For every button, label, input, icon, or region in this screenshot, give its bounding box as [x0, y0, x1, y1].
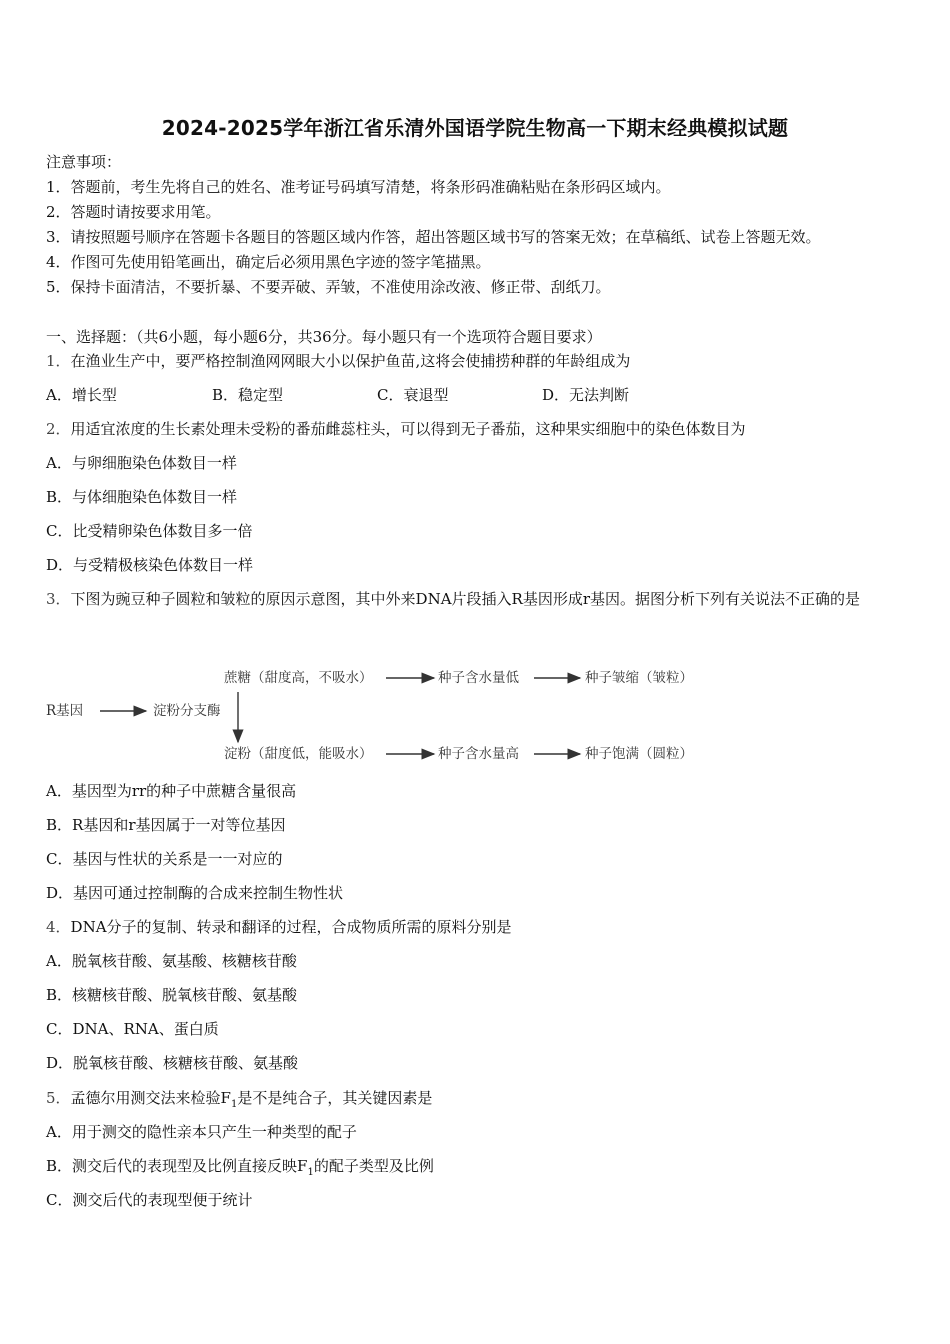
- option-b[interactable]: [46, 1156, 434, 1183]
- option-b[interactable]: B．稳定型: [212, 386, 284, 404]
- gene-diagram-svg: [40, 664, 720, 768]
- question-3: [46, 581, 906, 617]
- question-5: [46, 1088, 432, 1115]
- option-d[interactable]: D．基因可通过控制酶的合成来控制生物性状: [46, 884, 344, 902]
- notice-heading: 注意事项：: [46, 153, 122, 171]
- diagram-high-water: 种子含水量高: [438, 746, 519, 762]
- diagram-r-gene: R基因: [46, 703, 84, 719]
- option-b[interactable]: B．核糖核苷酸、脱氧核苷酸、氨基酸: [46, 986, 298, 1004]
- question-number: 3．: [46, 590, 71, 608]
- question-number: 5．: [46, 1089, 71, 1107]
- subscript: 1: [307, 1167, 314, 1178]
- diagram-low-water: 种子含水量低: [438, 670, 519, 686]
- diagram-round: 种子饱满（圆粒）: [585, 746, 693, 762]
- question-number: 1．: [46, 352, 71, 370]
- option-b-text-post: 的配子类型及比例: [313, 1157, 434, 1175]
- subscript: 1: [230, 1099, 238, 1110]
- option-b-text-pre: B．测交后代的表现型及比例直接反映F: [46, 1157, 308, 1175]
- option-d[interactable]: D．无法判断: [542, 386, 630, 404]
- question-4: [46, 917, 512, 937]
- option-c[interactable]: C．基因与性状的关系是一一对应的: [46, 850, 283, 868]
- option-a[interactable]: A．脱氧核苷酸、氨基酸、核糖核苷酸: [46, 952, 297, 970]
- option-a[interactable]: A．增长型: [46, 386, 117, 404]
- option-a[interactable]: A．与卵细胞染色体数目一样: [46, 454, 237, 472]
- notice-item: 4．作图可先使用铅笔画出，确定后必须用黑色字迹的签字笔描黑。: [46, 253, 491, 271]
- diagram-sucrose: 蔗糖（甜度高，不吸水）: [224, 670, 373, 686]
- section-heading: 一、选择题：（共6小题，每小题6分，共36分。每小题只有一个选项符合题目要求）: [46, 328, 602, 346]
- diagram-starch: 淀粉（甜度低，能吸水）: [224, 746, 373, 762]
- option-c[interactable]: C．衰退型: [377, 386, 449, 404]
- question-1: [46, 351, 630, 371]
- question-text: DNA分子的复制、转录和翻译的过程，合成物质所需的原料分别是: [70, 918, 512, 936]
- option-d[interactable]: D．与受精极核染色体数目一样: [46, 556, 254, 574]
- question-number: 2．: [46, 420, 71, 438]
- notice-item: 2．答题时请按要求用笔。: [46, 203, 221, 221]
- question-text: 用适宜浓度的生长素处理未受粉的番茄雌蕊柱头，可以得到无子番茄，这种果实细胞中的染色体数目为: [70, 420, 746, 438]
- option-c[interactable]: C．测交后代的表现型便于统计: [46, 1191, 253, 1209]
- question-text-pre: 孟德尔用测交法来检验F: [70, 1089, 231, 1107]
- option-b[interactable]: B．R基因和r基因属于一对等位基因: [46, 816, 286, 834]
- question-text: 下图为豌豆种子圆粒和皱粒的原因示意图，其中外来DNA片段插入R基因形成r基因。据图分析下列有关说法不正确的是: [70, 590, 861, 608]
- diagram-enzyme: 淀粉分支酶: [153, 703, 221, 719]
- notice-item: 3．请按照题号顺序在答题卡各题目的答题区域内作答，超出答题区域书写的答案无效；在草稿纸、试卷上答题无效。: [46, 228, 821, 246]
- question-2: [46, 419, 746, 439]
- notice-item: 5．保持卡面清洁，不要折暴、不要弄破、弄皱，不准使用涂改液、修正带、刮纸刀。: [46, 278, 611, 296]
- diagram-wrinkled: 种子皱缩（皱粒）: [585, 670, 693, 686]
- page-title: 2024-2025学年浙江省乐清外国语学院生物高一下期末经典模拟试题: [161, 116, 789, 140]
- notice-item: 1．答题前，考生先将自己的姓名、准考证号码填写清楚，将条形码准确粘贴在条形码区域内。: [46, 178, 671, 196]
- option-c[interactable]: C．DNA、RNA、蛋白质: [46, 1020, 219, 1038]
- question-number: 4．: [46, 918, 71, 936]
- option-c[interactable]: C．比受精卵染色体数目多一倍: [46, 522, 253, 540]
- option-a[interactable]: A．用于测交的隐性亲本只产生一种类型的配子: [46, 1123, 357, 1141]
- option-b[interactable]: B．与体细胞染色体数目一样: [46, 488, 238, 506]
- question-text-post: 是不是纯合子，其关键因素是: [237, 1089, 433, 1107]
- option-d[interactable]: D．脱氧核苷酸、核糖核苷酸、氨基酸: [46, 1054, 299, 1072]
- gene-diagram: [40, 664, 720, 768]
- question-text: 在渔业生产中，要严格控制渔网网眼大小以保护鱼苗,这将会使捕捞种群的年龄组成为: [70, 352, 631, 370]
- option-a[interactable]: A．基因型为rr的种子中蔗糖含量很高: [46, 782, 297, 800]
